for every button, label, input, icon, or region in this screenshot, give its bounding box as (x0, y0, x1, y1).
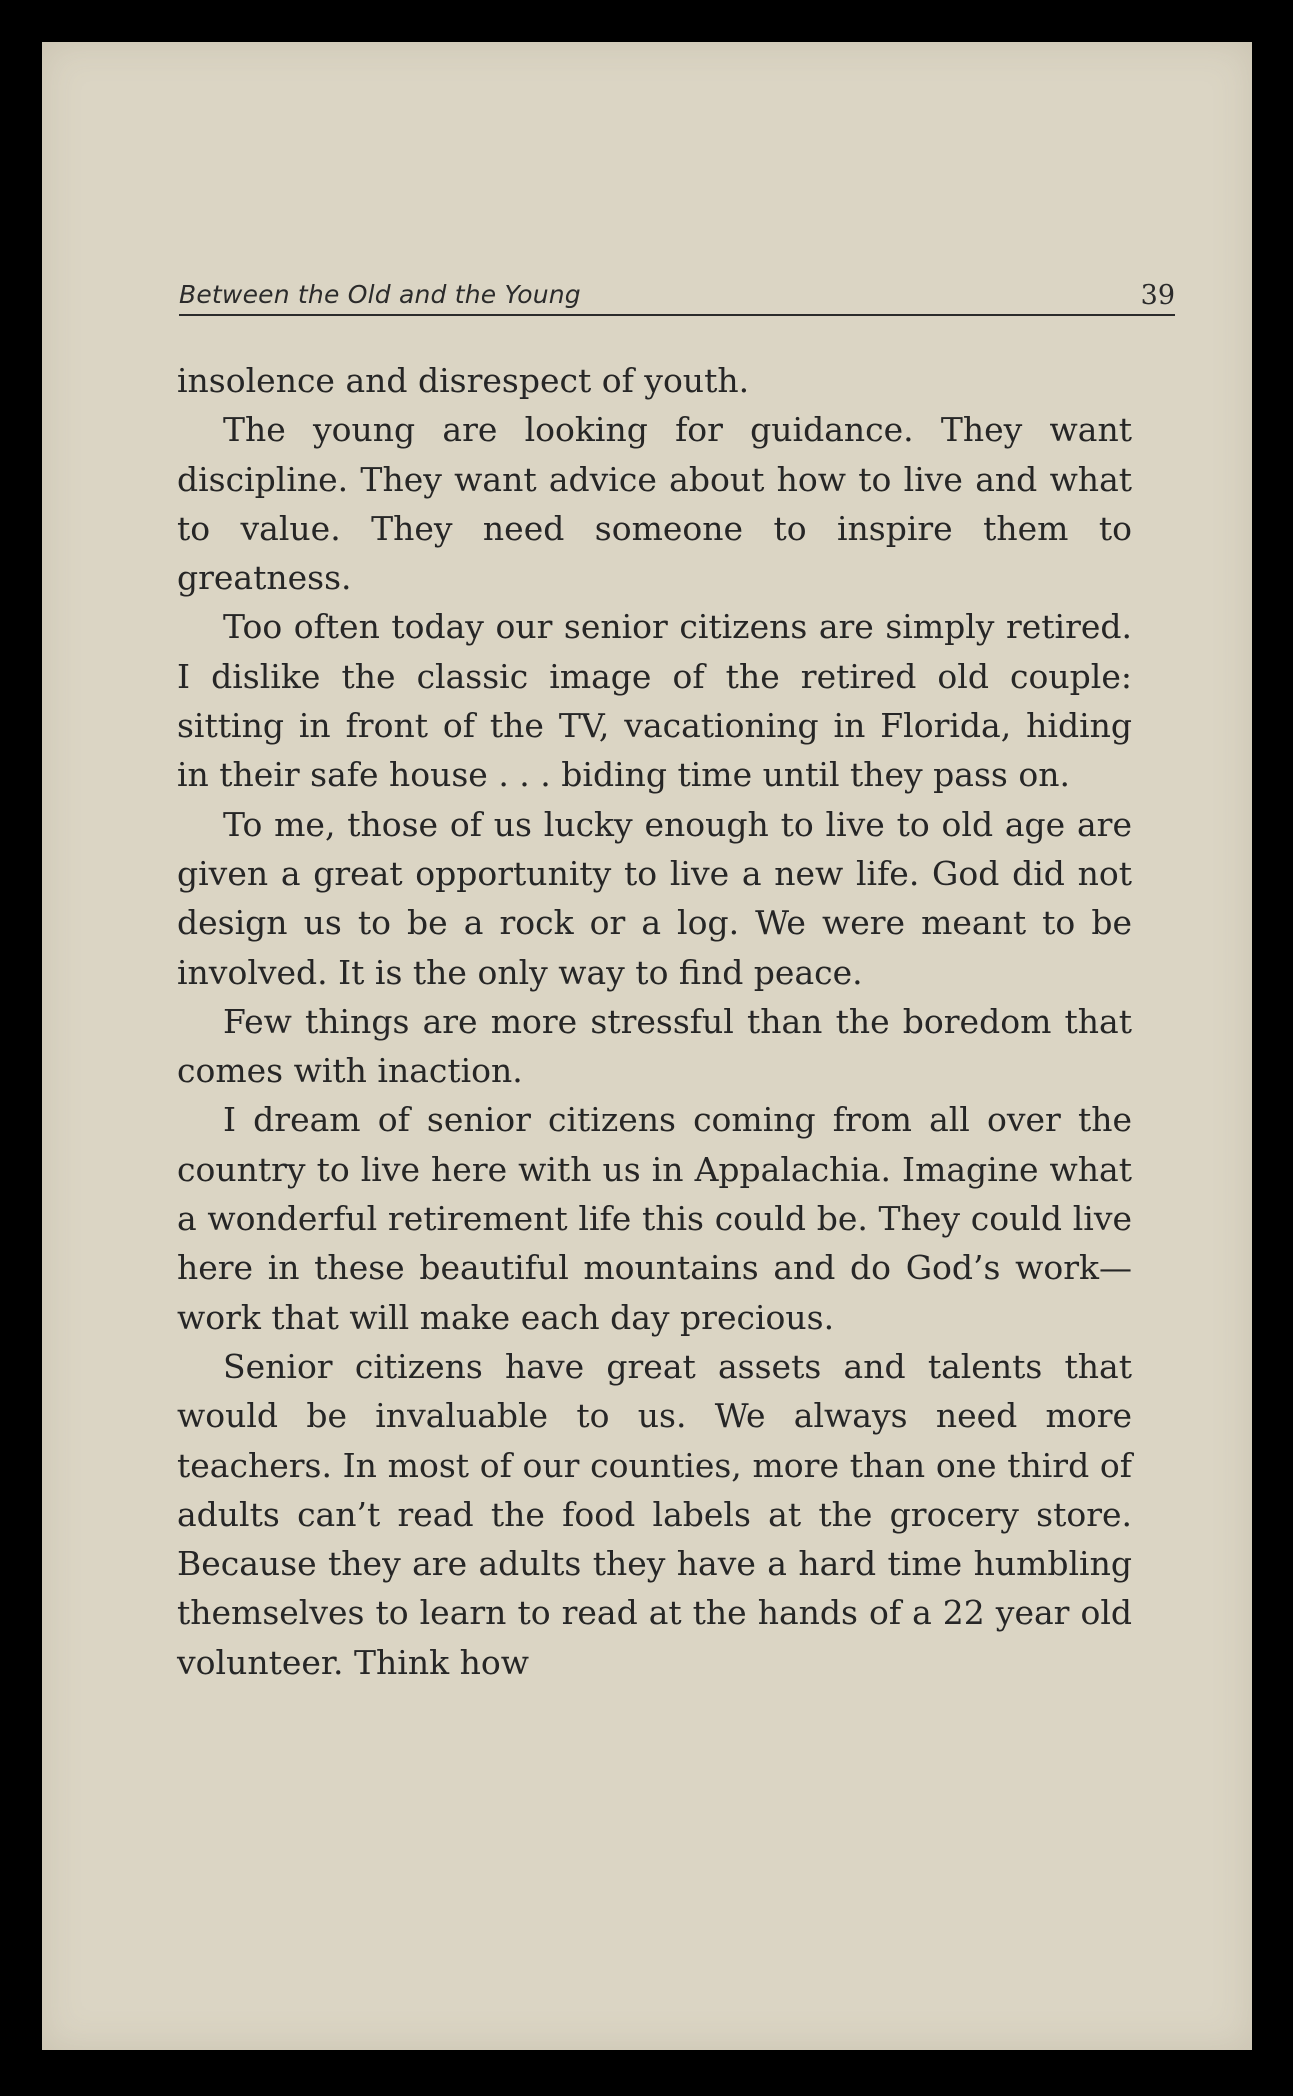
body-text (177, 356, 1132, 1687)
paragraph-5: Few things are more stressful than the boredom that comes with inaction. (177, 1001, 1132, 1091)
running-header (179, 272, 1175, 316)
paragraph-3: Too often today our senior citizens are simply retired. I dislike the classic image of the retired old couple: sitting in front of the TV, vacationing in Florida, hiding in their safe house . . . biding time until they pass on. (177, 607, 1132, 795)
paragraph-4: To me, those of us lucky enough to live to old age are given a great opportunity to live a new life. God did not design us to be a rock or a log. We were meant to be involved. It is the only way to find peace. (177, 804, 1132, 992)
paragraph-7: Senior citizens have great assets and talents that would be invaluable to us. We always need more teachers. In most of our counties, more than one third of adults can’t read the food labels at the grocery store. Because they are adults they have a hard time humbling themselves to learn to read at the hands of a 22 year old volunteer. Think how (177, 1346, 1132, 1682)
paragraph-1: insolence and disrespect of youth. (177, 361, 750, 400)
paragraph-2: The young are looking for guidance. They want discipline. They want advice about how to live and what to value. They need someone to inspire them to greatness. (177, 410, 1132, 598)
running-title: Between the Old and the Young (179, 280, 581, 309)
paragraph-6: I dream of senior citizens coming from all over the country to live here with us in Appalachia. Imagine what a wonderful retirement life this could be. They could live here in these beautiful mountains and do God’s work—work that will make each day precious. (177, 1100, 1132, 1337)
page-number: 39 (1140, 280, 1175, 311)
